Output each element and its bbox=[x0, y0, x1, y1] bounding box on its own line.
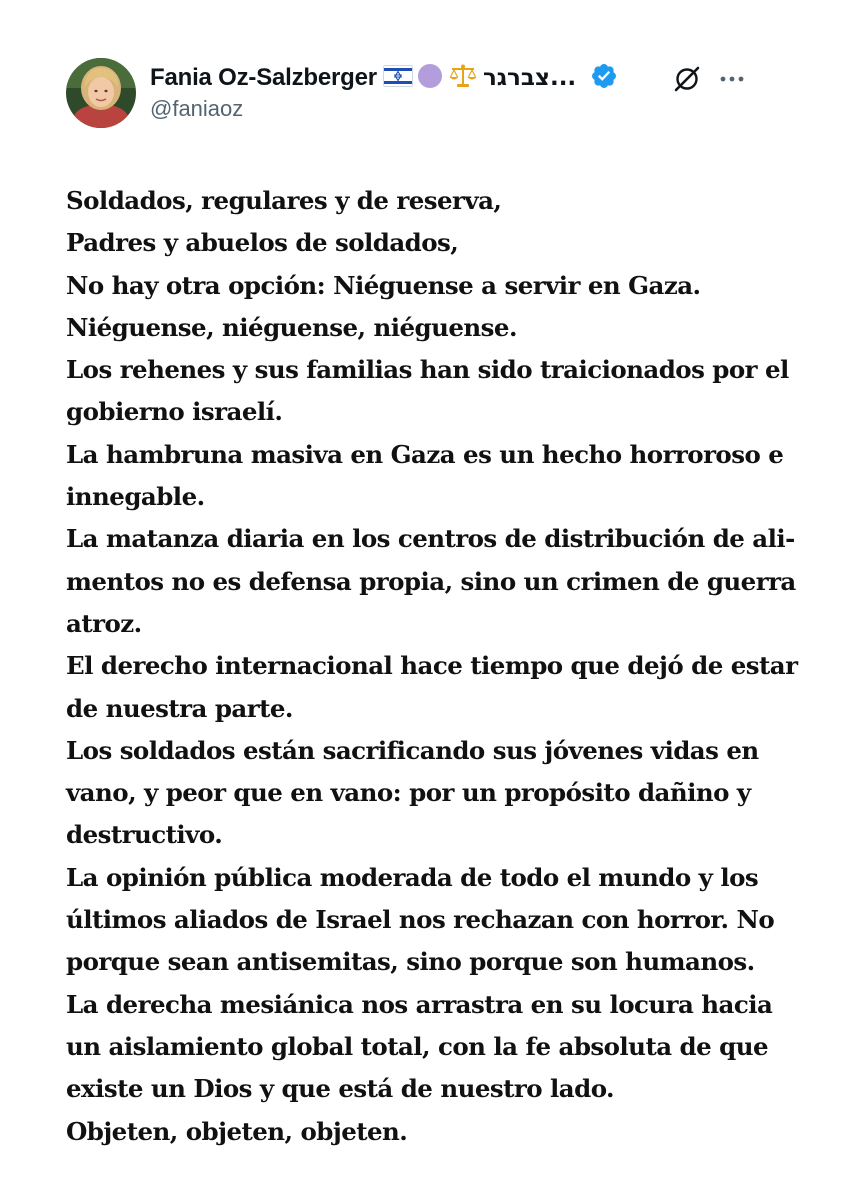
verified-badge-icon[interactable] bbox=[590, 62, 618, 95]
post-line: de nuestra parte. bbox=[66, 693, 293, 723]
post-line: destructivo. bbox=[66, 820, 223, 850]
author-display-name[interactable]: Fania Oz-Salzberger bbox=[150, 64, 377, 91]
post-line: vano, y peor que en vano: por un propósito dañino y bbox=[66, 778, 751, 808]
post-text bbox=[66, 180, 796, 1153]
israel-flag-icon bbox=[383, 65, 413, 92]
more-options-icon[interactable] bbox=[718, 64, 746, 99]
post-line: Objeten, objeten, objeten. bbox=[66, 1116, 408, 1146]
post-line: La opinión pública moderada de todo el mundo y los bbox=[66, 862, 759, 892]
post-line: Padres y abuelos de soldados, bbox=[66, 228, 459, 258]
post-header bbox=[0, 0, 848, 140]
balance-scale-icon bbox=[449, 63, 477, 94]
post-line: La hambruna masiva en Gaza es un hecho horroroso e bbox=[66, 439, 784, 469]
post-line: existe un Dios y que está de nuestro lado. bbox=[66, 1074, 615, 1104]
post-line: Niéguense, niéguense, niéguense. bbox=[66, 312, 517, 342]
post-line: últimos aliados de Israel nos rechazan con horror. No bbox=[66, 905, 775, 935]
name-row bbox=[150, 60, 618, 96]
avatar[interactable] bbox=[66, 58, 136, 128]
grok-icon[interactable] bbox=[672, 64, 702, 99]
post-line: El derecho internacional hace tiempo que dejó de estar bbox=[66, 651, 798, 681]
author-display-name-suffix[interactable]: צברגר... bbox=[482, 65, 577, 91]
purple-circle-icon bbox=[417, 63, 443, 94]
post-line: innegable. bbox=[66, 482, 205, 512]
post-line: Los soldados están sacrificando sus jóvenes vidas en bbox=[66, 735, 759, 765]
post-line: porque sean antisemitas, sino porque son humanos. bbox=[66, 947, 755, 977]
post-line: Los rehenes y sus familias han sido traicionados por el bbox=[66, 355, 789, 385]
author-handle[interactable]: @faniaoz bbox=[150, 96, 244, 121]
post-line: atroz. bbox=[66, 608, 142, 638]
post-line: Soldados, regulares y de reserva, bbox=[66, 186, 502, 215]
avatar-photo bbox=[66, 58, 136, 128]
post-line: gobierno israelí. bbox=[66, 397, 283, 427]
post-line: mentos no es defensa propia, sino un crimen de guerra bbox=[66, 566, 796, 596]
post-line: No hay otra opción: Niéguense a servir en Gaza. bbox=[66, 270, 701, 300]
post-line: un aislamiento global total, con la fe absoluta de que bbox=[66, 1031, 768, 1061]
post-line: La matanza diaria en los centros de distribución de ali- bbox=[66, 524, 795, 554]
post-line: La derecha mesiánica nos arrastra en su locura hacia bbox=[66, 989, 773, 1019]
